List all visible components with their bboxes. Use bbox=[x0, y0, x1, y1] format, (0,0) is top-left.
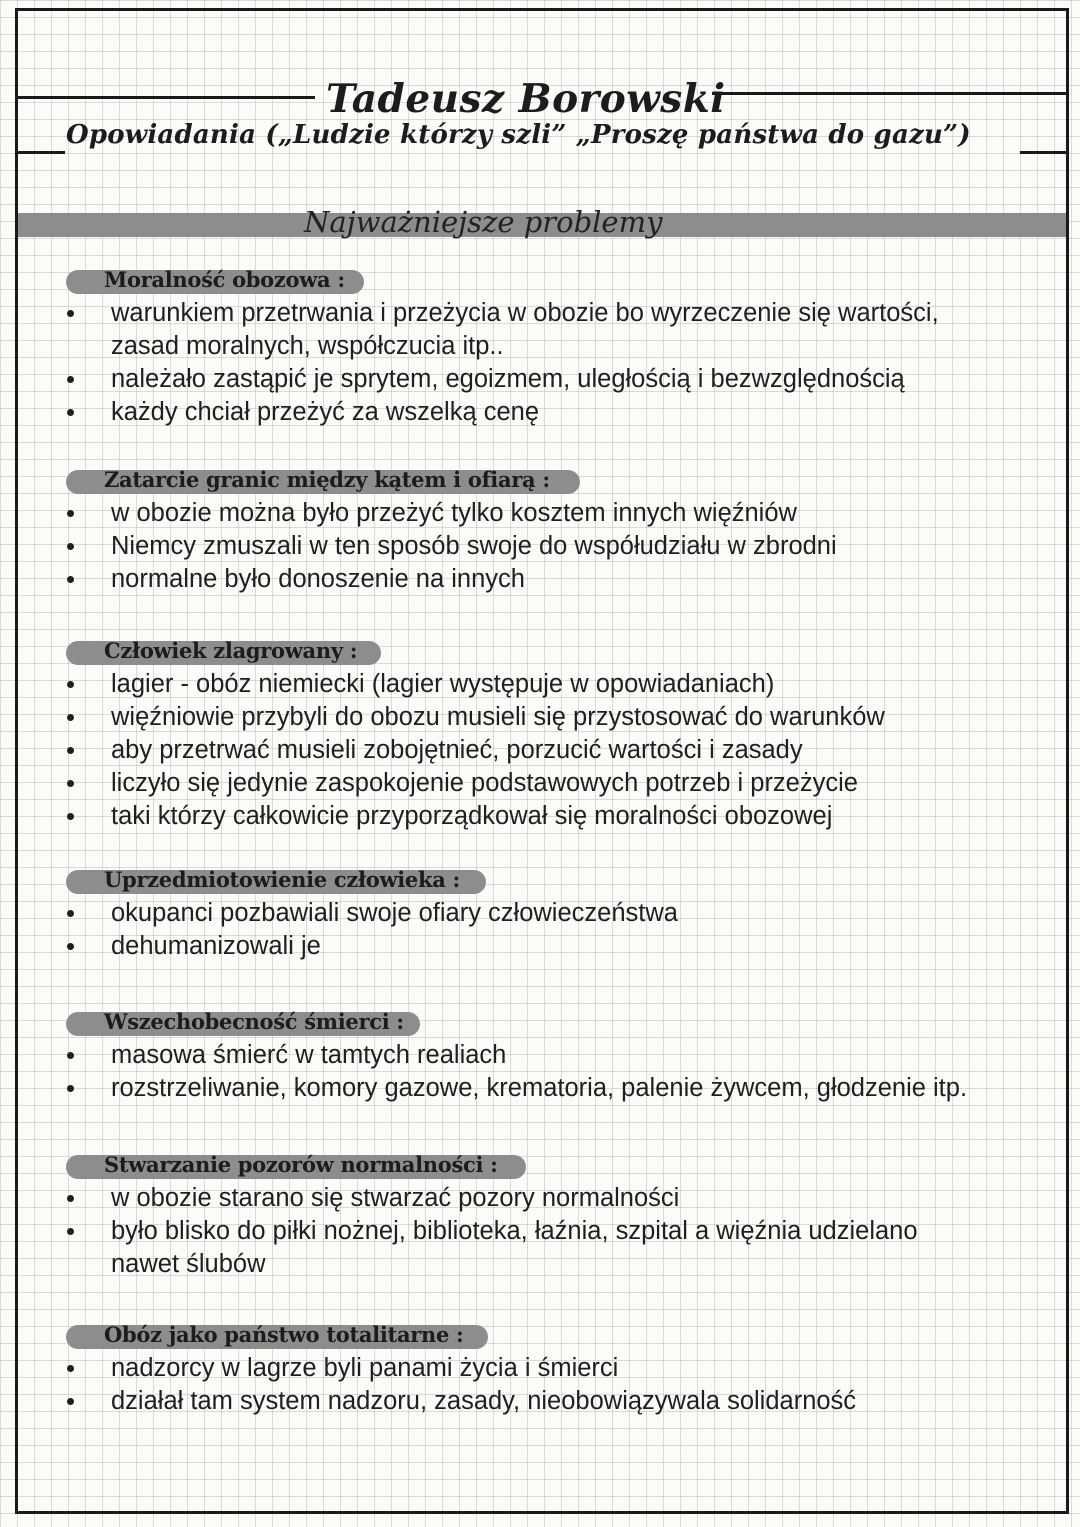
list-item-text: było blisko do piłki nożnej, biblioteka, łaźnia, szpital a więźnia udzielano nawet ślubów bbox=[111, 1217, 918, 1278]
bullet-list bbox=[0, 1182, 1041, 1281]
section-heading: Zatarcie granic między kątem i ofiarą : bbox=[104, 467, 550, 492]
list-item bbox=[0, 897, 1041, 930]
list-item-text: normalne było donoszenie na innych bbox=[111, 565, 525, 593]
section-heading: Moralność obozowa : bbox=[104, 267, 345, 292]
list-item bbox=[0, 1039, 1041, 1072]
bullet-icon bbox=[67, 1398, 74, 1405]
section-heading: Stwarzanie pozorów normalności : bbox=[104, 1152, 498, 1177]
bullet-icon bbox=[67, 747, 74, 754]
section-heading: Obóz jako państwo totalitarne : bbox=[104, 1322, 464, 1347]
list-item-text: okupanci pozbawiali swoje ofiary człowieczeństwa bbox=[111, 899, 678, 927]
bullet-list bbox=[0, 897, 1041, 963]
bullet-icon bbox=[67, 681, 74, 688]
subtitle-rule-right bbox=[1020, 151, 1069, 154]
band-label: Najważniejsze problemy bbox=[304, 205, 663, 239]
section-heading: Uprzedmiotowienie człowieka : bbox=[104, 867, 461, 892]
section-heading: Wszechobecność śmierci : bbox=[104, 1009, 404, 1034]
list-item bbox=[0, 1072, 1041, 1105]
bullet-icon bbox=[67, 1195, 74, 1202]
bullet-list bbox=[0, 497, 1041, 596]
list-item-text: lagier - obóz niemiecki (lagier występuje w opowiadaniach) bbox=[111, 670, 775, 698]
list-item-text: aby przetrwać musieli zobojętnieć, porzucić wartości i zasady bbox=[111, 736, 803, 764]
list-item bbox=[0, 530, 1041, 563]
list-item bbox=[0, 1385, 1041, 1418]
list-item-text: Niemcy zmuszali w ten sposób swoje do współudziału w zbrodni bbox=[111, 532, 837, 560]
title-rule-left bbox=[15, 96, 315, 99]
bullet-icon bbox=[67, 510, 74, 517]
list-item bbox=[0, 1215, 1041, 1281]
list-item-text: każdy chciał przeżyć za wszelką cenę bbox=[111, 398, 540, 426]
list-item-text: rozstrzeliwanie, komory gazowe, krematoria, palenie żywcem, głodzenie itp. bbox=[111, 1074, 968, 1102]
list-item bbox=[0, 497, 1041, 530]
bullet-list bbox=[0, 668, 1041, 833]
list-item-text: więźniowie przybyli do obozu musieli się przystosować do warunków bbox=[111, 703, 885, 731]
list-item-text: w obozie można było przeżyć tylko kosztem innych więźniów bbox=[111, 499, 797, 527]
bullet-icon bbox=[67, 1085, 74, 1092]
list-item-text: warunkiem przetrwania i przeżycia w obozie bo wyrzeczenie się wartości, zasad moralnych, współczucia itp.. bbox=[111, 299, 939, 360]
bullet-icon bbox=[67, 310, 74, 317]
bullet-icon bbox=[67, 409, 74, 416]
list-item-text: taki którzy całkowicie przyporządkował się moralności obozowej bbox=[111, 802, 833, 830]
bullet-icon bbox=[67, 943, 74, 950]
list-item-text: nadzorcy w lagrze byli panami życia i śmierci bbox=[111, 1354, 619, 1382]
list-item-text: w obozie starano się stwarzać pozory normalności bbox=[111, 1184, 680, 1212]
list-item bbox=[0, 363, 1041, 396]
bullet-list bbox=[0, 1352, 1041, 1418]
bullet-icon bbox=[67, 376, 74, 383]
list-item bbox=[0, 1352, 1041, 1385]
list-item bbox=[0, 800, 1041, 833]
page-title: Tadeusz Borowski bbox=[326, 76, 726, 122]
list-item-text: działał tam system nadzoru, zasady, nieobowiązywala solidarność bbox=[111, 1387, 857, 1415]
bullet-icon bbox=[67, 910, 74, 917]
bullet-list bbox=[0, 297, 1041, 429]
list-item bbox=[0, 396, 1041, 429]
list-item bbox=[0, 701, 1041, 734]
subtitle-rule-left bbox=[15, 151, 65, 154]
list-item bbox=[0, 734, 1041, 767]
bullet-icon bbox=[67, 576, 74, 583]
list-item-text: masowa śmierć w tamtych realiach bbox=[111, 1041, 507, 1069]
list-item bbox=[0, 297, 1041, 363]
bullet-icon bbox=[67, 1228, 74, 1235]
bullet-icon bbox=[67, 714, 74, 721]
bullet-icon bbox=[67, 1365, 74, 1372]
section-heading: Człowiek zlagrowany : bbox=[104, 638, 358, 663]
title-rule-right bbox=[712, 92, 1069, 95]
bullet-icon bbox=[67, 543, 74, 550]
bullet-icon bbox=[67, 780, 74, 787]
list-item bbox=[0, 767, 1041, 800]
page-subtitle: Opowiadania („Ludzie którzy szli” „Proszę państwa do gazu”) bbox=[66, 120, 971, 150]
list-item-text: dehumanizowali je bbox=[111, 932, 321, 960]
list-item bbox=[0, 930, 1041, 963]
bullet-icon bbox=[67, 1052, 74, 1059]
bullet-list bbox=[0, 1039, 1041, 1105]
list-item bbox=[0, 668, 1041, 701]
list-item-text: liczyło się jedynie zaspokojenie podstawowych potrzeb i przeżycie bbox=[111, 769, 858, 797]
list-item-text: należało zastąpić je sprytem, egoizmem, uległością i bezwzględnością bbox=[111, 365, 905, 393]
list-item bbox=[0, 1182, 1041, 1215]
bullet-icon bbox=[67, 813, 74, 820]
list-item bbox=[0, 563, 1041, 596]
